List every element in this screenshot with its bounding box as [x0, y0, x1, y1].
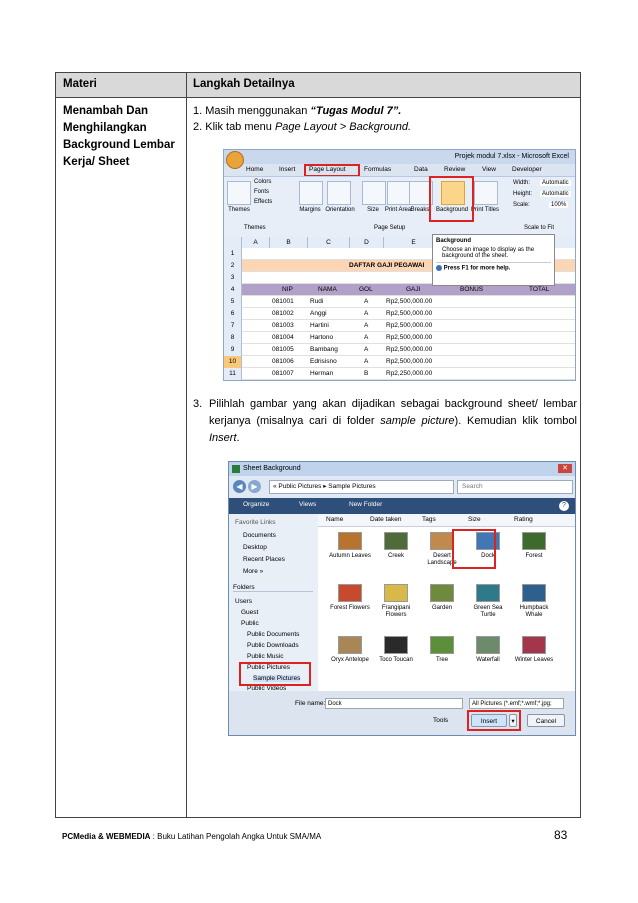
nama-cell[interactable]: Edrisisno — [310, 358, 337, 365]
gol-cell[interactable]: A — [364, 334, 369, 341]
folders-header[interactable]: Folders — [233, 584, 313, 592]
corner-cell[interactable] — [224, 237, 242, 248]
folder-public-videos[interactable]: Public Videos — [247, 686, 287, 691]
column-header[interactable]: D — [350, 237, 384, 248]
step-3-text — [209, 396, 577, 447]
help-icon — [436, 265, 442, 271]
step-3-emphasis: sample picture — [380, 415, 455, 427]
footer-publisher: PCMedia & WEBMEDIA — [62, 832, 151, 841]
size-label: Size — [367, 207, 379, 213]
picture-thumbnail[interactable] — [522, 532, 546, 550]
folder-users[interactable]: Users — [235, 598, 252, 605]
tab-insert[interactable]: Insert — [279, 166, 296, 173]
table-row — [224, 308, 575, 320]
row-header[interactable]: 5 — [224, 296, 242, 308]
excel-icon — [232, 465, 240, 473]
header-materi: Materi — [63, 78, 97, 90]
row-header[interactable]: 3 — [224, 272, 242, 284]
picture-thumbnail[interactable] — [338, 584, 362, 602]
scale-label: Scale: — [513, 202, 530, 208]
sample-pictures-highlight — [239, 662, 311, 686]
nama-cell[interactable]: Bambang — [310, 346, 338, 353]
picture-name: Green Sea Turtle — [473, 605, 503, 618]
header-cell[interactable]: NIP — [282, 286, 293, 293]
row-header[interactable]: 7 — [224, 320, 242, 332]
navigation-pane — [229, 514, 319, 691]
picture-name: Toco Toucan — [379, 657, 413, 663]
effects-item[interactable]: Effects — [254, 199, 273, 205]
background-highlight — [429, 176, 474, 222]
picture-name: Dock — [481, 553, 495, 559]
insert-dropdown-button[interactable]: ▾ — [509, 714, 517, 727]
row-header[interactable]: 10 — [224, 356, 242, 368]
excel-tabs — [224, 164, 575, 176]
tooltip-title: Background — [436, 238, 472, 244]
background-tooltip — [432, 234, 555, 286]
excel-screenshot — [223, 149, 576, 381]
width-value[interactable]: Automatic — [542, 180, 569, 186]
step-2 — [193, 119, 578, 135]
table-row — [224, 320, 575, 332]
tab-page-layout[interactable]: Page Layout — [309, 166, 346, 173]
excel-title: Projek modul 7.xlsx - Microsoft Excel — [454, 153, 569, 160]
nav-documents[interactable]: Documents — [243, 532, 276, 539]
dock-highlight — [452, 529, 496, 569]
header-cell[interactable]: TOTAL — [529, 286, 550, 293]
header-cell[interactable]: NAMA — [318, 286, 337, 293]
new-folder-button[interactable]: New Folder — [349, 501, 383, 508]
picture-name: Winter Leaves — [514, 657, 554, 663]
step-1 — [193, 103, 578, 119]
picture-name: Waterfall — [476, 657, 500, 663]
nip-cell[interactable]: 081005 — [272, 346, 294, 353]
tooltip-text: Choose an image to display as the background of the sheet. — [442, 247, 535, 259]
picture-thumbnail[interactable] — [430, 636, 454, 654]
nav-recent-places[interactable]: Recent Places — [243, 556, 285, 563]
step-2-emphasis: Page Layout > Background. — [274, 121, 412, 133]
gol-cell[interactable]: B — [364, 370, 369, 377]
step-1-text: 1. Masih menggunakan — [193, 105, 311, 117]
row-header[interactable]: 1 — [224, 248, 242, 260]
nama-cell[interactable]: Herman — [310, 370, 334, 377]
materi-line: Menambah Dan — [63, 105, 148, 117]
nip-cell[interactable]: 081002 — [272, 310, 294, 317]
materi-line: Menghilangkan — [63, 122, 147, 134]
gaji-cell[interactable]: Rp2,500,000.00 — [386, 310, 433, 317]
dialog-title-bar — [229, 462, 575, 476]
group-themes: Themes — [244, 225, 266, 231]
picture-name: Forest Flowers — [330, 605, 370, 611]
print-area-label: Print Area — [384, 207, 412, 213]
picture-thumbnail[interactable] — [476, 584, 500, 602]
nama-cell[interactable]: Hartono — [310, 334, 334, 341]
header-cell[interactable]: BONUS — [460, 286, 484, 293]
picture-thumbnail[interactable] — [384, 532, 408, 550]
picture-thumbnail[interactable] — [522, 584, 546, 602]
address-bar — [229, 476, 575, 498]
height-value[interactable]: Automatic — [542, 191, 569, 197]
group-scale-to-fit: Scale to Fit — [524, 225, 555, 231]
column-header[interactable]: A — [242, 237, 270, 248]
table-row — [224, 344, 575, 356]
picture-name: Desert Landscape — [427, 553, 457, 566]
step-3-number: 3. — [193, 398, 203, 410]
picture-thumbnail[interactable] — [476, 636, 500, 654]
page-number: 83 — [554, 828, 568, 842]
step-3 — [193, 396, 577, 447]
views-button[interactable]: Views — [299, 501, 317, 508]
gaji-cell[interactable]: Rp2,500,000.00 — [386, 346, 433, 353]
insert-button[interactable]: Insert — [471, 714, 507, 727]
folder-public-pictures[interactable]: Public Pictures — [247, 664, 290, 671]
picture-thumbnail[interactable] — [430, 584, 454, 602]
file-name-label: File name: — [295, 700, 326, 707]
help-icon[interactable]: ? — [559, 501, 569, 511]
gaji-cell[interactable]: Rp2,500,000.00 — [386, 358, 433, 365]
column-header[interactable]: B — [270, 237, 308, 248]
nama-cell[interactable]: Anggi — [310, 310, 327, 317]
nav-desktop[interactable]: Desktop — [243, 544, 267, 551]
step-3-part-a: Pilihlah gambar yang akan dijadikan sebagai background sheet/ lembar kerjanya (misalnya cari di folder — [209, 398, 577, 427]
folder-sample-pictures[interactable]: Sample Pictures — [253, 675, 301, 682]
column-divider — [186, 73, 187, 817]
row-header[interactable]: 8 — [224, 332, 242, 344]
dialog-toolbar — [229, 498, 575, 514]
tab-review[interactable]: Review — [444, 166, 466, 173]
folder-public[interactable]: Public — [241, 620, 259, 627]
height-label: Height: — [513, 191, 533, 197]
column-rating[interactable]: Rating — [514, 516, 533, 523]
row-header[interactable]: 6 — [224, 308, 242, 320]
step-1-emphasis: “Tugas Modul 7”. — [310, 105, 402, 117]
group-page-setup: Page Setup — [374, 225, 406, 231]
header-langkah: Langkah Detailnya — [193, 78, 295, 90]
nav-more[interactable]: More » — [243, 568, 264, 575]
background-label: Background — [435, 207, 469, 213]
column-size[interactable]: Size — [468, 516, 481, 523]
picture-thumbnail[interactable] — [430, 532, 454, 550]
gol-cell[interactable]: A — [364, 310, 369, 317]
gaji-cell[interactable]: Rp2,500,000.00 — [386, 334, 433, 341]
gaji-cell[interactable]: Rp2,500,000.00 — [386, 298, 433, 305]
picture-thumbnail[interactable] — [338, 532, 362, 550]
table-row — [224, 332, 575, 344]
table-row — [224, 356, 575, 368]
sheet-title[interactable]: DAFTAR GAJI PEGAWAI — [349, 262, 425, 269]
picture-name: Humpback Whale — [519, 605, 549, 618]
tab-developer[interactable]: Developer — [512, 166, 542, 173]
table-header — [56, 73, 580, 98]
favorite-links-header: Favorite Links — [235, 519, 276, 526]
picture-name: Autumn Leaves — [329, 553, 371, 559]
themes-button[interactable] — [227, 181, 251, 205]
column-header[interactable]: C — [308, 237, 350, 248]
nama-cell[interactable]: Rudi — [310, 298, 324, 305]
folder-public-music[interactable]: Public Music — [247, 653, 284, 660]
tab-home[interactable]: Home — [246, 166, 264, 173]
orientation-button[interactable] — [327, 181, 351, 205]
column-date-taken[interactable]: Date taken — [370, 516, 402, 523]
dialog-footer — [229, 691, 575, 736]
folder-public-downloads[interactable]: Public Downloads — [247, 642, 299, 649]
column-header[interactable]: E — [384, 237, 444, 248]
gol-cell[interactable]: A — [364, 322, 369, 329]
tab-data[interactable]: Data — [414, 166, 428, 173]
folder-guest[interactable]: Guest — [241, 609, 259, 616]
table-row — [224, 296, 575, 308]
steps-1-2 — [193, 103, 578, 135]
print-area-button[interactable] — [387, 181, 411, 205]
close-icon[interactable]: ✕ — [558, 464, 572, 473]
tab-formulas[interactable]: Formulas — [364, 166, 392, 173]
footer-book-title: : Buku Latihan Pengolah Angka Untuk SMA/MA — [150, 832, 322, 841]
nip-cell[interactable]: 081001 — [272, 298, 294, 305]
scale-value[interactable]: 100% — [551, 202, 567, 208]
row-header[interactable]: 9 — [224, 344, 242, 356]
print-titles-button[interactable] — [474, 181, 498, 205]
picture-name: Tree — [435, 657, 449, 663]
folder-public-documents[interactable]: Public Documents — [247, 631, 300, 638]
size-button[interactable] — [362, 181, 386, 205]
gaji-cell[interactable]: Rp2,250,000.00 — [386, 370, 433, 377]
header-cell[interactable]: GAJI — [406, 286, 421, 293]
file-list — [318, 514, 576, 691]
orientation-label: Orientation — [325, 207, 355, 213]
gol-cell[interactable]: A — [364, 358, 369, 365]
organize-button[interactable]: Organize — [243, 501, 270, 508]
step-3-part-c: . — [236, 432, 240, 444]
step-3-emphasis-insert: Insert — [209, 432, 237, 444]
nip-cell[interactable]: 081003 — [272, 322, 294, 329]
tools-button[interactable]: Tools — [433, 717, 449, 724]
picture-name: Frangipani Flowers — [381, 605, 411, 618]
tooltip-help: Press F1 for more help. — [443, 265, 511, 272]
picture-thumbnail[interactable] — [522, 636, 546, 654]
forward-icon[interactable]: ▶ — [248, 480, 261, 493]
excel-ribbon — [224, 176, 575, 238]
step-2-text: 2. Klik tab menu — [193, 121, 275, 133]
breaks-label: Breaks — [410, 207, 430, 213]
search-input[interactable]: Search — [457, 480, 573, 494]
fonts-item[interactable]: Fonts — [254, 189, 270, 195]
cancel-button[interactable]: Cancel — [527, 714, 565, 727]
step-3-part-b: ). Kemudian klik tombol — [454, 415, 577, 427]
row-header[interactable]: 2 — [224, 260, 242, 272]
column-name[interactable]: Name — [326, 516, 344, 523]
margins-button[interactable] — [299, 181, 323, 205]
materi-cell — [63, 103, 183, 171]
back-icon[interactable]: ◀ — [233, 480, 246, 493]
nip-cell[interactable]: 081004 — [272, 334, 294, 341]
colors-item[interactable]: Colors — [254, 179, 272, 185]
row-header[interactable]: 4 — [224, 284, 242, 296]
excel-title-bar — [224, 150, 575, 164]
gol-cell[interactable]: A — [364, 346, 369, 353]
sheet-background-dialog — [228, 461, 576, 736]
nip-cell[interactable]: 081007 — [272, 370, 294, 377]
tab-view[interactable]: View — [482, 166, 496, 173]
width-label: Width: — [513, 180, 531, 186]
print-titles-label: Print Titles — [470, 207, 499, 213]
insert-highlight — [467, 710, 521, 731]
gol-cell[interactable]: A — [364, 298, 369, 305]
row-header[interactable]: 11 — [224, 368, 242, 380]
dialog-title: Sheet Background — [243, 465, 301, 472]
materi-line: Kerja/ Sheet — [63, 156, 130, 168]
picture-name: Creek — [387, 553, 404, 559]
page-footer — [62, 832, 321, 841]
picture-thumbnail[interactable] — [338, 636, 362, 654]
nama-cell[interactable]: Hartini — [310, 322, 329, 329]
picture-name: Forest — [525, 553, 543, 559]
margins-label: Margins — [299, 207, 321, 213]
picture-thumbnail[interactable] — [384, 636, 408, 654]
address-path[interactable]: « Public Pictures ▸ Sample Pictures — [269, 480, 454, 494]
gaji-cell[interactable]: Rp2,500,000.00 — [386, 322, 433, 329]
file-name-input[interactable]: Dock — [325, 698, 463, 709]
table-row — [224, 368, 575, 380]
picture-name: Oryx Antelope — [331, 657, 369, 663]
header-cell[interactable]: GOL — [359, 286, 373, 293]
picture-thumbnail[interactable] — [384, 584, 408, 602]
picture-name: Garden — [431, 605, 452, 611]
file-type-select[interactable]: All Pictures (*.emf;*.wmf;*.jpg; — [469, 698, 564, 709]
themes-label: Themes — [228, 207, 250, 213]
materi-line: Background Lembar — [63, 139, 175, 151]
nip-cell[interactable]: 081006 — [272, 358, 294, 365]
column-tags[interactable]: Tags — [422, 516, 436, 523]
